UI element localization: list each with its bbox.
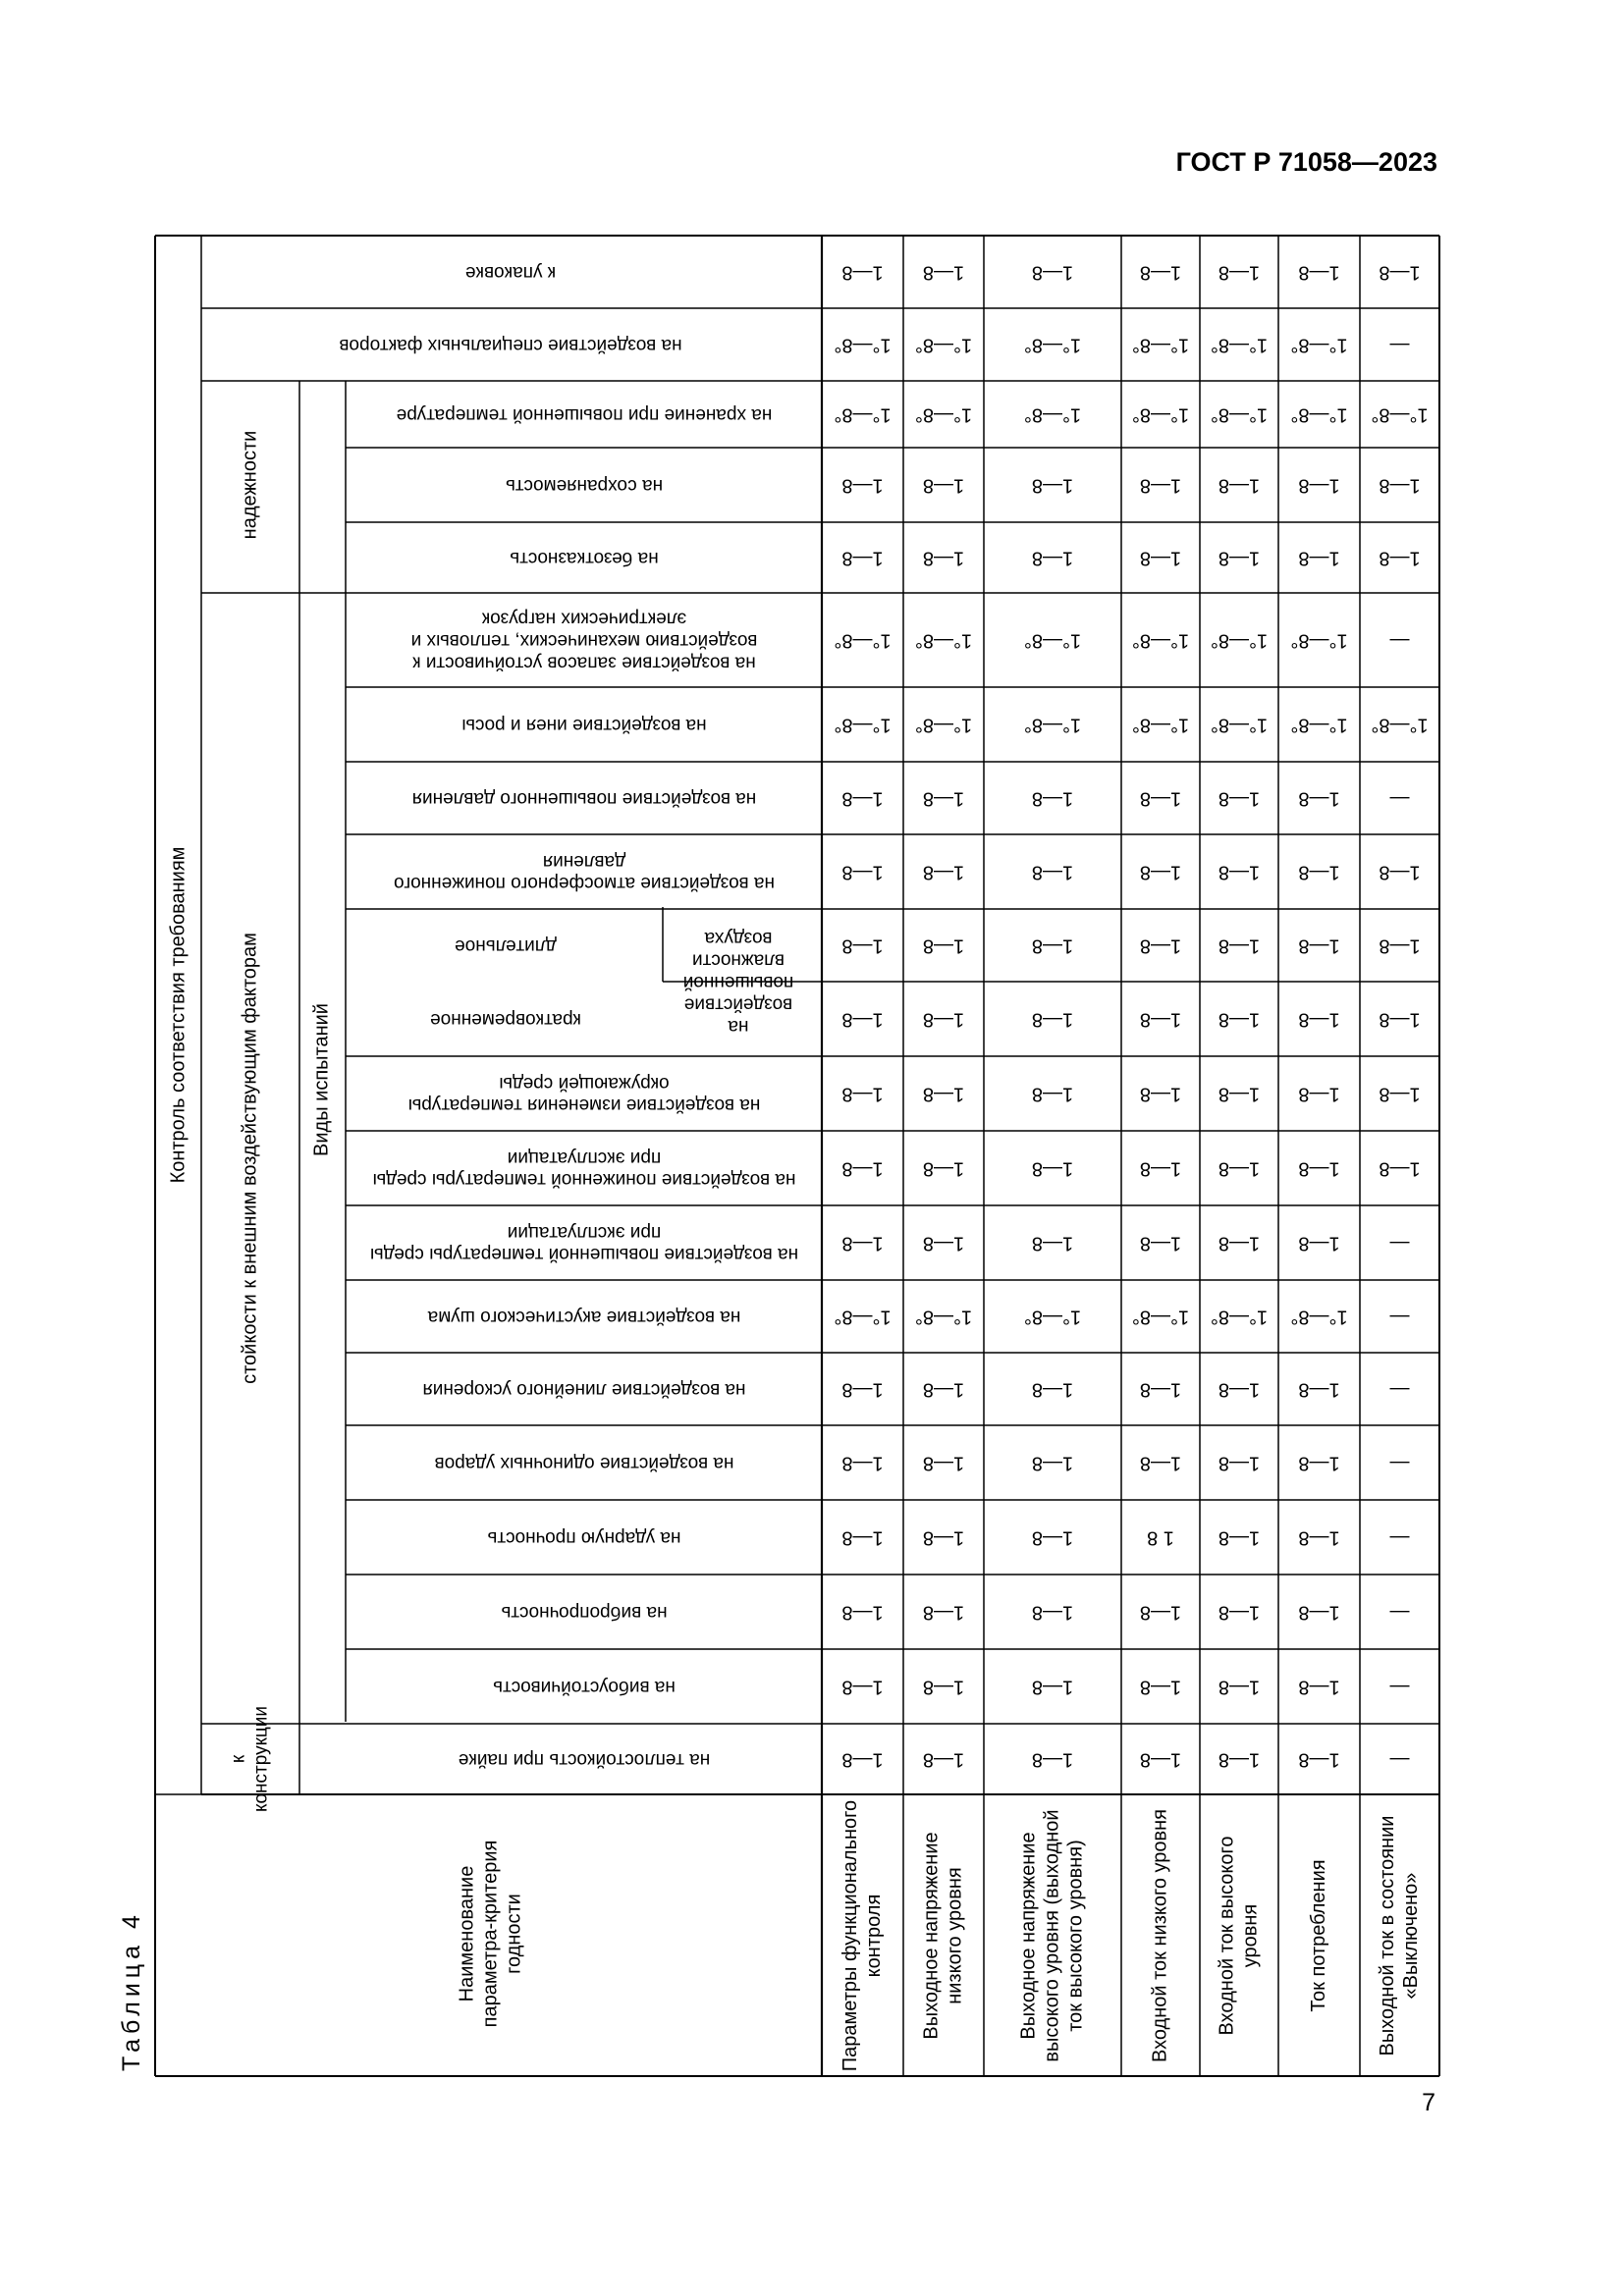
value-cell: 1—8	[1139, 1232, 1182, 1255]
value-cell: 1—8	[1139, 1008, 1182, 1031]
value-cell: 1—8	[1218, 1008, 1261, 1031]
value-cell: 1°—8°	[1023, 714, 1082, 736]
value-cell: 1°—8°	[1131, 629, 1190, 652]
value-cell: 1—8	[1031, 1526, 1074, 1549]
value-cell: 1—8	[1298, 1008, 1340, 1031]
test-header-cell: на теплостойкость при пайке	[458, 1748, 711, 1770]
table-text	[167, 262, 1428, 2071]
value-cell: 1—8	[841, 861, 884, 883]
value-cell: 1—8	[1218, 787, 1261, 810]
value-cell: 1—8	[1298, 1378, 1340, 1401]
value-cell: 1—8	[1298, 1676, 1340, 1698]
value-cell: 1—8	[1379, 861, 1421, 883]
value-cell: 1—8	[1139, 1378, 1182, 1401]
value-cell: 1—8	[841, 1748, 884, 1771]
value-cell: 1—8	[1218, 1378, 1261, 1401]
test-header-cell: кратковременное	[430, 1008, 581, 1030]
value-cell: 1—8	[1031, 1748, 1074, 1771]
value-cell: 1°—8°	[1131, 1306, 1190, 1328]
value-cell: 1—8	[922, 1008, 965, 1031]
value-cell: 1—8	[922, 474, 965, 497]
value-cell: 1—8	[1379, 261, 1421, 284]
value-cell: 1°—8°	[834, 403, 892, 426]
table-grid	[155, 236, 1439, 2076]
value-cell: 1—8	[1031, 1232, 1074, 1255]
value-cell: 1°—8°	[914, 714, 973, 736]
value-cell: 1—8	[1031, 547, 1074, 569]
value-cell: 1—8	[841, 474, 884, 497]
value-cell: 1°—8°	[1371, 403, 1429, 426]
value-cell: 1—8	[922, 1378, 965, 1401]
value-cell: 1°—8°	[914, 334, 973, 356]
value-cell: 1—8	[922, 1452, 965, 1474]
test-header-cell: длительное	[455, 934, 557, 956]
value-cell: —	[1389, 1676, 1410, 1698]
value-cell: 1—8	[841, 547, 884, 569]
value-cell: 1—8	[1218, 474, 1261, 497]
value-cell: 1°—8°	[1210, 403, 1269, 426]
standard-number: ГОСТ Р 71058—2023	[1175, 147, 1437, 177]
value-cell: 1—8	[1031, 1452, 1074, 1474]
value-cell: —	[1389, 1452, 1410, 1474]
value-cell: 1°—8°	[1290, 1306, 1348, 1328]
value-cell: 1—8	[1031, 1008, 1074, 1031]
value-cell: 1°—8°	[1023, 1306, 1082, 1328]
value-cell: 1—8	[1031, 1676, 1074, 1698]
value-cell: 1—8	[1218, 861, 1261, 883]
value-cell: 1°—8°	[834, 629, 892, 652]
value-cell: 1—8	[922, 1083, 965, 1105]
test-header-cell: на безотказность	[510, 547, 659, 568]
value-cell: 1—8	[922, 1748, 965, 1771]
value-cell: 1—8	[922, 934, 965, 957]
value-cell: 1—8	[1298, 1157, 1340, 1180]
value-cell: —	[1389, 1232, 1410, 1255]
value-cell: 1—8	[1218, 1232, 1261, 1255]
value-cell: 1—8	[841, 1601, 884, 1624]
construction-header: кконструкции	[228, 1705, 272, 1813]
value-cell: 1—8	[1298, 1083, 1340, 1105]
value-cell: 1—8	[922, 1526, 965, 1549]
value-cell: 1—8	[1218, 1676, 1261, 1698]
test-header-cell: на хранение при повышенной температуре	[396, 403, 773, 425]
value-cell: 1°—8°	[1290, 714, 1348, 736]
value-cell: 1°—8°	[914, 629, 973, 652]
value-cell: 1—8	[1139, 1157, 1182, 1180]
value-cell: 1—8	[1298, 547, 1340, 569]
value-cell: 1—8	[1139, 861, 1182, 883]
value-cell: 1°—8°	[1290, 334, 1348, 356]
value-cell: 1—8	[1139, 474, 1182, 497]
value-cell: 1—8	[1218, 1157, 1261, 1180]
value-cell: 1—8	[1139, 1676, 1182, 1698]
value-cell: 1—8	[1298, 1601, 1340, 1624]
value-cell: 1°—8°	[834, 714, 892, 736]
value-cell: 1—8	[1218, 1452, 1261, 1474]
value-cell: —	[1389, 1748, 1410, 1771]
external-factors-header: стойкости к внешним воздействующим факторам	[239, 933, 261, 1384]
test-header-cell: на вибропрочность	[501, 1601, 668, 1623]
value-cell: 1°—8°	[1290, 629, 1348, 652]
value-cell: —	[1389, 334, 1410, 356]
value-cell: 1—8	[922, 547, 965, 569]
value-cell: 1—8	[1139, 1748, 1182, 1771]
value-cell: 1°—8°	[1210, 629, 1269, 652]
value-cell: 1—8	[841, 1083, 884, 1105]
value-cell: —	[1389, 787, 1410, 810]
param-name-cell: Входной ток высокого уровня	[1216, 1836, 1262, 2036]
value-cell: 1—8	[841, 1378, 884, 1401]
value-cell: 1—8	[1298, 1232, 1340, 1255]
value-cell: 1°—8°	[1371, 714, 1429, 736]
value-cell: 1—8	[922, 1232, 965, 1255]
test-header-cell: на воздействие изменения температурыокружающей среды	[407, 1072, 761, 1116]
test-header-cell: на вибоустойчивость	[493, 1676, 676, 1697]
value-cell: 1—8	[1218, 261, 1261, 284]
test-types-header: Виды испытаний	[310, 1003, 333, 1156]
page-number: 7	[1422, 2089, 1435, 2116]
test-header-cell: на воздействие повышенной температуры средыпри эксплуатации	[369, 1221, 799, 1265]
value-cell: 1—8	[841, 1157, 884, 1180]
value-cell: 1—8	[1031, 787, 1074, 810]
value-cell: 1—8	[1139, 1601, 1182, 1624]
control-header: Контроль соответствия требованиям	[167, 846, 189, 1184]
value-cell: 1—8	[922, 261, 965, 284]
value-cell: —	[1389, 629, 1410, 652]
value-cell: 1—8	[1379, 1008, 1421, 1031]
value-cell: 1—8	[841, 1676, 884, 1698]
value-cell: 1—8	[1218, 547, 1261, 569]
value-cell: 1°—8°	[1131, 714, 1190, 736]
value-cell: 1—8	[1298, 1452, 1340, 1474]
value-cell: 1—8	[1298, 934, 1340, 957]
value-cell: 1—8	[1031, 1083, 1074, 1105]
param-name-cell: Выходное напряжение низкого уровня	[920, 1832, 966, 2040]
test-header-cell: на воздействие специальных факторов	[339, 334, 682, 355]
test-header-cell: на воздействие пониженной температуры средыпри эксплуатации	[372, 1147, 796, 1191]
test-header-cell: на воздействие линейного ускорения	[422, 1378, 746, 1400]
value-cell: 1—8	[1218, 1601, 1261, 1624]
value-cell: 1—8	[1218, 1083, 1261, 1105]
value-cell: 1—8	[922, 1157, 965, 1180]
value-cell: 1—8	[1218, 934, 1261, 957]
value-cell: 1—8	[1379, 934, 1421, 957]
value-cell: 1—8	[841, 1452, 884, 1474]
humidity-group-header: навоздействиеповышеннойвлажностивоздуха	[682, 928, 794, 1037]
value-cell: 1 8	[1147, 1526, 1174, 1549]
param-name-cell: Выходной ток в состоянии «Выключено»	[1376, 1815, 1422, 2056]
value-cell: 1—8	[1139, 1083, 1182, 1105]
value-cell: 1°—8°	[1023, 334, 1082, 356]
value-cell: 1—8	[1298, 474, 1340, 497]
value-cell: 1°—8°	[834, 1306, 892, 1328]
value-cell: 1°—8°	[1210, 334, 1269, 356]
value-cell: 1—8	[1031, 934, 1074, 957]
param-name-cell: Выходное напряжение высокого уровня (выходной ток высокого уровня)	[1017, 1809, 1087, 2062]
value-cell: 1—8	[1031, 1601, 1074, 1624]
value-cell: —	[1389, 1306, 1410, 1328]
value-cell: 1—8	[922, 861, 965, 883]
value-cell: 1—8	[1298, 787, 1340, 810]
test-header-cell: на воздействие инея и росы	[461, 714, 707, 735]
value-cell: 1—8	[1139, 1452, 1182, 1474]
value-cell: 1—8	[922, 1601, 965, 1624]
value-cell: 1—8	[1031, 1378, 1074, 1401]
param-name-cell: Параметры функционального контроля	[839, 1799, 885, 2072]
test-header-cell: на ударную прочность	[487, 1526, 681, 1548]
value-cell: 1°—8°	[1131, 334, 1190, 356]
value-cell: 1°—8°	[1023, 403, 1082, 426]
test-header-cell: к упаковке	[464, 261, 557, 283]
test-header-cell: на воздействие акустического шума	[427, 1306, 741, 1327]
value-cell: 1—8	[1031, 261, 1074, 284]
value-cell: 1°—8°	[914, 1306, 973, 1328]
value-cell: 1—8	[1031, 474, 1074, 497]
value-cell: 1—8	[1218, 1526, 1261, 1549]
value-cell: 1—8	[922, 1676, 965, 1698]
value-cell: 1—8	[1218, 1748, 1261, 1771]
test-header-cell: на сохраняемость	[505, 474, 664, 496]
value-cell: 1°—8°	[834, 334, 892, 356]
value-cell: 1—8	[1298, 1748, 1340, 1771]
reliability-header: надежности	[239, 430, 261, 540]
value-cell: 1°—8°	[1023, 629, 1082, 652]
value-cell: 1—8	[841, 934, 884, 957]
value-cell: —	[1389, 1601, 1410, 1624]
value-cell: 1—8	[1379, 547, 1421, 569]
value-cell: —	[1389, 1378, 1410, 1401]
value-cell: 1°—8°	[914, 403, 973, 426]
value-cell: 1—8	[922, 787, 965, 810]
value-cell: 1—8	[1379, 1083, 1421, 1105]
value-cell: 1—8	[1139, 934, 1182, 957]
test-header-cell: на воздействие запасов устойчивости квоздействию механических, тепловых иэлектрических нагрузок	[410, 608, 758, 673]
value-cell: 1—8	[841, 1526, 884, 1549]
value-cell: 1—8	[1031, 861, 1074, 883]
test-header-cell: на воздействие одиночных ударов	[434, 1452, 734, 1473]
param-column-header: Наименование параметра-критерия годности	[456, 1840, 525, 2028]
value-cell: 1—8	[841, 261, 884, 284]
value-cell: 1°—8°	[1131, 403, 1190, 426]
value-cell: 1°—8°	[1210, 714, 1269, 736]
value-cell: 1—8	[1298, 861, 1340, 883]
value-cell: 1—8	[841, 1232, 884, 1255]
value-cell: —	[1389, 1526, 1410, 1549]
test-header-cell: на воздействие повышенного давления	[411, 787, 757, 809]
value-cell: 1—8	[841, 1008, 884, 1031]
test-header-cell: на воздействие атмосферного пониженногодавления	[394, 850, 775, 894]
value-cell: 1—8	[1298, 1526, 1340, 1549]
value-cell: 1—8	[1379, 474, 1421, 497]
table-caption: Таблица 4	[118, 1910, 145, 2071]
value-cell: 1°—8°	[1290, 403, 1348, 426]
value-cell: 1—8	[1139, 547, 1182, 569]
value-cell: 1—8	[841, 787, 884, 810]
value-cell: 1°—8°	[1210, 1306, 1269, 1328]
param-name-cell: Ток потребления	[1307, 1859, 1329, 2012]
value-cell: 1—8	[1031, 1157, 1074, 1180]
value-cell: 1—8	[1139, 787, 1182, 810]
value-cell: 1—8	[1298, 261, 1340, 284]
value-cell: 1—8	[1379, 1157, 1421, 1180]
value-cell: 1—8	[1139, 261, 1182, 284]
param-name-cell: Входной ток низкого уровня	[1149, 1808, 1171, 2063]
